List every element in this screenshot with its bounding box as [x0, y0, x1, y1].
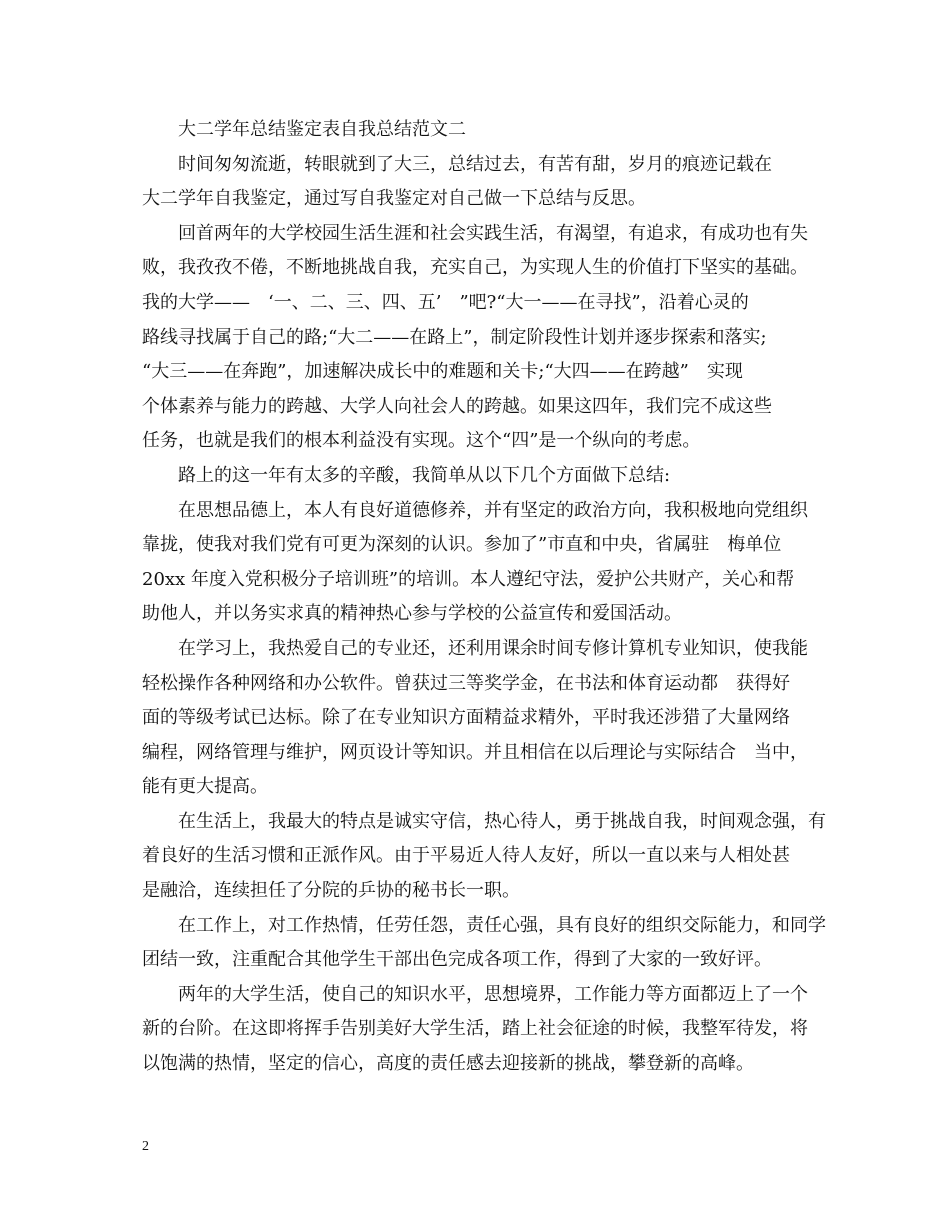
- paragraph-line: 团结一致，注重配合其他学生干部出色完成各项工作，得到了大家的一致好评。: [142, 949, 772, 971]
- paragraph-2: [142, 217, 814, 459]
- paragraph-line: 任务，也就是我们的根本利益没有实现。这个“四”是一个纵向的考虑。: [142, 430, 701, 452]
- paragraph-1: [142, 148, 814, 217]
- paragraph-line: 我的大学—— ‘一、二、三、四、五’ ”吧?“大一——在寻找”，沿着心灵的: [142, 291, 749, 313]
- paragraph-3: [142, 459, 814, 494]
- paragraph-4: [142, 494, 814, 632]
- paragraph-line: 回首两年的大学校园生活生涯和社会实践生活，有渴望，有追求，有成功也有失: [178, 222, 808, 244]
- paragraph-line: 是融洽，连续担任了分院的乒协的秘书长一职。: [142, 880, 520, 902]
- paragraph-line: “大三——在奔跑”，加速解决成长中的难题和关卡;“大四——在跨越” 实现: [142, 361, 743, 383]
- paragraph-7: [142, 909, 826, 978]
- paragraph-8: [142, 978, 814, 1082]
- paragraph-line: 在思想品德上，本人有良好道德修养，并有坚定的政治方向，我积极地向党组织: [178, 499, 808, 521]
- title-line: 大二学年总结鉴定表自我总结范文二: [178, 119, 466, 140]
- paragraph-line: 能有更大提高。: [142, 776, 268, 798]
- paragraph-line: 大二学年自我鉴定，通过写自我鉴定对自己做一下总结与反思。: [142, 188, 646, 210]
- paragraph-line: 着良好的生活习惯和正派作风。由于平易近人待人友好，所以一直以来与人相处甚: [142, 845, 790, 867]
- paragraph-6: [142, 805, 826, 909]
- paragraph-line: 败，我孜孜不倦，不断地挑战自我，充实自己，为实现人生的价值打下坚实的基础。: [142, 257, 808, 279]
- paragraph-line: 路线寻找属于自己的路;“大二——在路上”，制定阶段性计划并逐步探索和落实;: [142, 326, 767, 348]
- paragraph-line: 在学习上，我热爱自己的专业还，还利用课余时间专修计算机专业知识，使我能: [178, 637, 808, 659]
- paragraph-line: 助他人，并以务实求真的精神热心参与学校的公益宣传和爱国活动。: [142, 603, 682, 625]
- paragraph-line: 靠拢，使我对我们党有可更为深刻的认识。参加了”市直和中央，省属驻 梅单位: [142, 534, 782, 556]
- paragraph-line: 新的台阶。在这即将挥手告别美好大学生活，踏上社会征途的时候，我整军待发，将: [142, 1018, 808, 1040]
- page-number: 2: [142, 1139, 149, 1154]
- paragraph-line: 以饱满的热情，坚定的信心，高度的责任感去迎接新的挑战，攀登新的高峰。: [142, 1053, 754, 1075]
- paragraph-5: [142, 632, 814, 805]
- paragraph-line: 在生活上，我最大的特点是诚实守信，热心待人，勇于挑战自我，时间观念强，有: [178, 810, 826, 832]
- paragraph-line: 在工作上，对工作热情，任劳任怨，责任心强，具有良好的组织交际能力，和同学: [178, 914, 826, 936]
- paragraph-line: 个体素养与能力的跨越、大学人向社会人的跨越。如果这四年，我们完不成这些: [142, 395, 772, 417]
- paragraph-line: 路上的这一年有太多的辛酸，我简单从以下几个方面做下总结:: [178, 464, 671, 486]
- paragraph-line: 编程，网络管理与维护，网页设计等知识。并且相信在以后理论与实际结合 当中，: [142, 741, 808, 763]
- document-body: [142, 113, 826, 1082]
- paragraph-line: 20xx 年度入党积极分子培训班”的培训。本人遵纪守法，爱护公共财产，关心和帮: [142, 568, 795, 590]
- paragraph-line: 面的等级考试已达标。除了在专业知识方面精益求精外，平时我还涉猎了大量网络: [142, 707, 790, 729]
- paragraph-line: 轻松操作各种网络和办公软件。曾获过三等奖学金，在书法和体育运动都 获得好: [142, 672, 790, 694]
- paragraph-line: 两年的大学生活，使自己的知识水平，思想境界，工作能力等方面都迈上了一个: [178, 983, 808, 1005]
- document-title: [142, 113, 814, 148]
- paragraph-line: 时间匆匆流逝，转眼就到了大三，总结过去，有苦有甜，岁月的痕迹记载在: [178, 153, 772, 175]
